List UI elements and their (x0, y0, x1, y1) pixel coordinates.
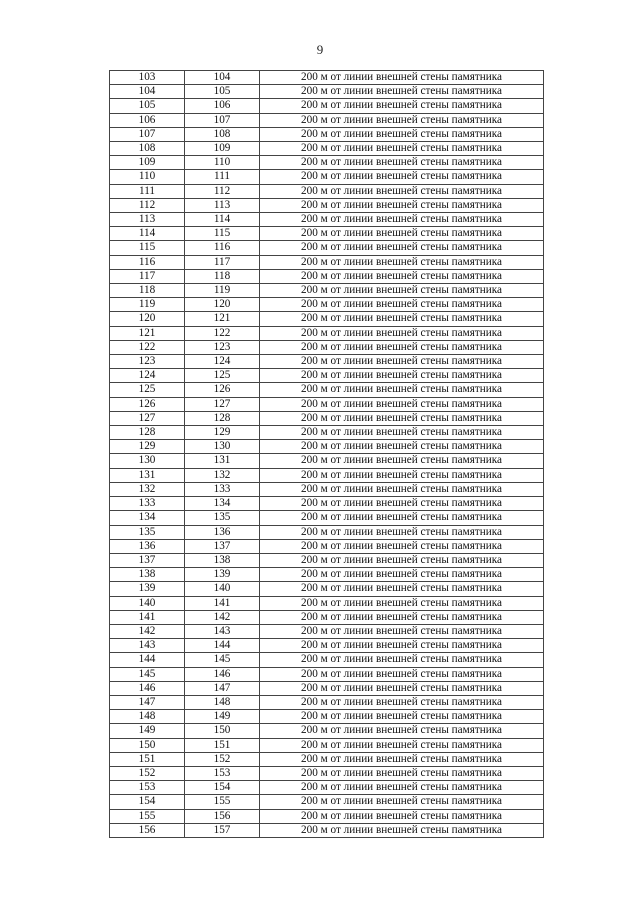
distance-description-cell: 200 м от линии внешней стены памятника (260, 454, 544, 468)
table-row (110, 823, 544, 837)
from-point-cell: 105 (110, 99, 185, 113)
table-row (110, 127, 544, 141)
table-row (110, 681, 544, 695)
table-row (110, 426, 544, 440)
distance-description-cell: 200 м от линии внешней стены памятника (260, 241, 544, 255)
table-row (110, 809, 544, 823)
table-row (110, 255, 544, 269)
to-point-cell: 104 (185, 71, 260, 85)
to-point-cell: 108 (185, 127, 260, 141)
from-point-cell: 146 (110, 681, 185, 695)
distance-description-cell: 200 м от линии внешней стены памятника (260, 326, 544, 340)
from-point-cell: 124 (110, 369, 185, 383)
from-point-cell: 154 (110, 795, 185, 809)
from-point-cell: 109 (110, 156, 185, 170)
from-point-cell: 148 (110, 710, 185, 724)
to-point-cell: 111 (185, 170, 260, 184)
distance-description-cell: 200 м от линии внешней стены памятника (260, 71, 544, 85)
from-point-cell: 108 (110, 142, 185, 156)
to-point-cell: 151 (185, 738, 260, 752)
table-row (110, 781, 544, 795)
from-point-cell: 152 (110, 766, 185, 780)
table-row (110, 355, 544, 369)
from-point-cell: 119 (110, 298, 185, 312)
distance-description-cell: 200 м от линии внешней стены памятника (260, 383, 544, 397)
table-row (110, 539, 544, 553)
distance-description-cell: 200 м от линии внешней стены памятника (260, 497, 544, 511)
table-row (110, 624, 544, 638)
distance-description-cell: 200 м от линии внешней стены памятника (260, 213, 544, 227)
from-point-cell: 126 (110, 397, 185, 411)
to-point-cell: 124 (185, 355, 260, 369)
from-point-cell: 138 (110, 568, 185, 582)
distance-description-cell: 200 м от линии внешней стены памятника (260, 752, 544, 766)
table-row (110, 468, 544, 482)
to-point-cell: 133 (185, 482, 260, 496)
table-row (110, 156, 544, 170)
table-row (110, 198, 544, 212)
from-point-cell: 143 (110, 639, 185, 653)
table-row (110, 454, 544, 468)
table-row (110, 653, 544, 667)
distance-description-cell: 200 м от линии внешней стены памятника (260, 426, 544, 440)
distance-description-cell: 200 м от линии внешней стены памятника (260, 695, 544, 709)
to-point-cell: 132 (185, 468, 260, 482)
to-point-cell: 141 (185, 596, 260, 610)
from-point-cell: 117 (110, 269, 185, 283)
from-point-cell: 111 (110, 184, 185, 198)
from-point-cell: 112 (110, 198, 185, 212)
to-point-cell: 116 (185, 241, 260, 255)
distance-description-cell: 200 м от линии внешней стены памятника (260, 653, 544, 667)
page-number: 9 (316, 42, 324, 57)
distance-description-cell: 200 м от линии внешней стены памятника (260, 539, 544, 553)
to-point-cell: 149 (185, 710, 260, 724)
distance-description-cell: 200 м от линии внешней стены памятника (260, 340, 544, 354)
distance-description-cell: 200 м от линии внешней стены памятника (260, 113, 544, 127)
to-point-cell: 126 (185, 383, 260, 397)
distance-description-cell: 200 м от линии внешней стены памятника (260, 269, 544, 283)
table-row (110, 525, 544, 539)
table-row (110, 411, 544, 425)
from-point-cell: 116 (110, 255, 185, 269)
table-row (110, 213, 544, 227)
distance-description-cell: 200 м от линии внешней стены памятника (260, 724, 544, 738)
from-point-cell: 141 (110, 610, 185, 624)
distance-description-cell: 200 м от линии внешней стены памятника (260, 99, 544, 113)
distance-description-cell: 200 м от линии внешней стены памятника (260, 255, 544, 269)
table-row (110, 482, 544, 496)
to-point-cell: 134 (185, 497, 260, 511)
to-point-cell: 113 (185, 198, 260, 212)
from-point-cell: 135 (110, 525, 185, 539)
distance-description-cell: 200 м от линии внешней стены памятника (260, 624, 544, 638)
table-row (110, 568, 544, 582)
from-point-cell: 129 (110, 440, 185, 454)
from-point-cell: 140 (110, 596, 185, 610)
distance-description-cell: 200 м от линии внешней стены памятника (260, 809, 544, 823)
distance-description-cell: 200 м от линии внешней стены памятника (260, 184, 544, 198)
to-point-cell: 107 (185, 113, 260, 127)
distance-description-cell: 200 м от линии внешней стены памятника (260, 667, 544, 681)
distance-description-cell: 200 м от линии внешней стены памятника (260, 781, 544, 795)
table-row (110, 340, 544, 354)
to-point-cell: 143 (185, 624, 260, 638)
table-row (110, 667, 544, 681)
from-point-cell: 113 (110, 213, 185, 227)
table-row (110, 511, 544, 525)
distance-description-cell: 200 м от линии внешней стены памятника (260, 568, 544, 582)
distance-description-cell: 200 м от линии внешней стены памятника (260, 766, 544, 780)
to-point-cell: 152 (185, 752, 260, 766)
to-point-cell: 138 (185, 553, 260, 567)
table-row (110, 553, 544, 567)
from-point-cell: 123 (110, 355, 185, 369)
from-point-cell: 134 (110, 511, 185, 525)
from-point-cell: 151 (110, 752, 185, 766)
from-point-cell: 153 (110, 781, 185, 795)
distance-description-cell: 200 м от линии внешней стены памятника (260, 582, 544, 596)
to-point-cell: 127 (185, 397, 260, 411)
to-point-cell: 121 (185, 312, 260, 326)
from-point-cell: 115 (110, 241, 185, 255)
table-row (110, 497, 544, 511)
distance-description-cell: 200 м от линии внешней стены памятника (260, 127, 544, 141)
from-point-cell: 128 (110, 426, 185, 440)
distance-description-cell: 200 м от линии внешней стены памятника (260, 681, 544, 695)
from-point-cell: 131 (110, 468, 185, 482)
distance-description-cell: 200 м от линии внешней стены памятника (260, 397, 544, 411)
to-point-cell: 153 (185, 766, 260, 780)
distance-description-cell: 200 м от линии внешней стены памятника (260, 284, 544, 298)
distance-description-cell: 200 м от линии внешней стены памятника (260, 85, 544, 99)
table-row (110, 227, 544, 241)
distance-description-cell: 200 м от линии внешней стены памятника (260, 468, 544, 482)
from-point-cell: 133 (110, 497, 185, 511)
from-point-cell: 107 (110, 127, 185, 141)
table-row (110, 710, 544, 724)
to-point-cell: 155 (185, 795, 260, 809)
table-row (110, 582, 544, 596)
table-row (110, 610, 544, 624)
to-point-cell: 157 (185, 823, 260, 837)
from-point-cell: 127 (110, 411, 185, 425)
table-row (110, 269, 544, 283)
to-point-cell: 146 (185, 667, 260, 681)
distance-description-cell: 200 м от линии внешней стены памятника (260, 198, 544, 212)
table-row (110, 170, 544, 184)
distance-description-cell: 200 м от линии внешней стены памятника (260, 823, 544, 837)
distance-description-cell: 200 м от линии внешней стены памятника (260, 312, 544, 326)
from-point-cell: 130 (110, 454, 185, 468)
from-point-cell: 125 (110, 383, 185, 397)
from-point-cell: 139 (110, 582, 185, 596)
from-point-cell: 106 (110, 113, 185, 127)
table-row (110, 142, 544, 156)
from-point-cell: 137 (110, 553, 185, 567)
distance-description-cell: 200 м от линии внешней стены памятника (260, 440, 544, 454)
table-row (110, 639, 544, 653)
table-row (110, 184, 544, 198)
distance-description-cell: 200 м от линии внешней стены памятника (260, 553, 544, 567)
table-row (110, 284, 544, 298)
table-row (110, 695, 544, 709)
to-point-cell: 156 (185, 809, 260, 823)
table-row (110, 397, 544, 411)
distance-description-cell: 200 м от линии внешней стены памятника (260, 227, 544, 241)
distance-description-cell: 200 м от линии внешней стены памятника (260, 610, 544, 624)
table-row (110, 795, 544, 809)
from-point-cell: 121 (110, 326, 185, 340)
from-point-cell: 114 (110, 227, 185, 241)
from-point-cell: 147 (110, 695, 185, 709)
table-body (110, 71, 544, 838)
to-point-cell: 140 (185, 582, 260, 596)
to-point-cell: 144 (185, 639, 260, 653)
from-point-cell: 103 (110, 71, 185, 85)
to-point-cell: 128 (185, 411, 260, 425)
distance-description-cell: 200 м от линии внешней стены памятника (260, 369, 544, 383)
distance-description-cell: 200 м от линии внешней стены памятника (260, 298, 544, 312)
to-point-cell: 137 (185, 539, 260, 553)
to-point-cell: 154 (185, 781, 260, 795)
to-point-cell: 147 (185, 681, 260, 695)
distance-description-cell: 200 м от линии внешней стены памятника (260, 596, 544, 610)
table-row (110, 369, 544, 383)
to-point-cell: 115 (185, 227, 260, 241)
distance-description-cell: 200 м от линии внешней стены памятника (260, 795, 544, 809)
to-point-cell: 119 (185, 284, 260, 298)
from-point-cell: 120 (110, 312, 185, 326)
to-point-cell: 122 (185, 326, 260, 340)
from-point-cell: 156 (110, 823, 185, 837)
from-point-cell: 118 (110, 284, 185, 298)
to-point-cell: 120 (185, 298, 260, 312)
distance-description-cell: 200 м от линии внешней стены памятника (260, 355, 544, 369)
distance-description-cell: 200 м от линии внешней стены памятника (260, 710, 544, 724)
table-row (110, 298, 544, 312)
distance-description-cell: 200 м от линии внешней стены памятника (260, 411, 544, 425)
table-row (110, 383, 544, 397)
distance-description-cell: 200 м от линии внешней стены памятника (260, 511, 544, 525)
to-point-cell: 125 (185, 369, 260, 383)
table-row (110, 326, 544, 340)
to-point-cell: 150 (185, 724, 260, 738)
to-point-cell: 105 (185, 85, 260, 99)
distance-description-cell: 200 м от линии внешней стены памятника (260, 639, 544, 653)
table-row (110, 241, 544, 255)
table-row (110, 752, 544, 766)
to-point-cell: 136 (185, 525, 260, 539)
from-point-cell: 149 (110, 724, 185, 738)
to-point-cell: 118 (185, 269, 260, 283)
to-point-cell: 148 (185, 695, 260, 709)
to-point-cell: 106 (185, 99, 260, 113)
table-row (110, 766, 544, 780)
to-point-cell: 123 (185, 340, 260, 354)
distance-description-cell: 200 м от линии внешней стены памятника (260, 738, 544, 752)
distance-description-cell: 200 м от линии внешней стены памятника (260, 142, 544, 156)
to-point-cell: 139 (185, 568, 260, 582)
table-row (110, 71, 544, 85)
table-row (110, 312, 544, 326)
table-row (110, 738, 544, 752)
from-point-cell: 145 (110, 667, 185, 681)
distance-description-cell: 200 м от линии внешней стены памятника (260, 156, 544, 170)
from-point-cell: 155 (110, 809, 185, 823)
to-point-cell: 114 (185, 213, 260, 227)
to-point-cell: 110 (185, 156, 260, 170)
from-point-cell: 122 (110, 340, 185, 354)
table-row (110, 85, 544, 99)
to-point-cell: 135 (185, 511, 260, 525)
to-point-cell: 117 (185, 255, 260, 269)
to-point-cell: 142 (185, 610, 260, 624)
from-point-cell: 142 (110, 624, 185, 638)
table-row (110, 724, 544, 738)
to-point-cell: 112 (185, 184, 260, 198)
to-point-cell: 131 (185, 454, 260, 468)
table-row (110, 440, 544, 454)
to-point-cell: 145 (185, 653, 260, 667)
to-point-cell: 130 (185, 440, 260, 454)
distance-description-cell: 200 м от линии внешней стены памятника (260, 170, 544, 184)
table-row (110, 113, 544, 127)
distance-description-cell: 200 м от линии внешней стены памятника (260, 525, 544, 539)
to-point-cell: 129 (185, 426, 260, 440)
distance-description-cell: 200 м от линии внешней стены памятника (260, 482, 544, 496)
boundary-points-table (109, 70, 544, 838)
from-point-cell: 110 (110, 170, 185, 184)
to-point-cell: 109 (185, 142, 260, 156)
from-point-cell: 132 (110, 482, 185, 496)
from-point-cell: 136 (110, 539, 185, 553)
table-row (110, 596, 544, 610)
from-point-cell: 150 (110, 738, 185, 752)
from-point-cell: 144 (110, 653, 185, 667)
table-row (110, 99, 544, 113)
from-point-cell: 104 (110, 85, 185, 99)
